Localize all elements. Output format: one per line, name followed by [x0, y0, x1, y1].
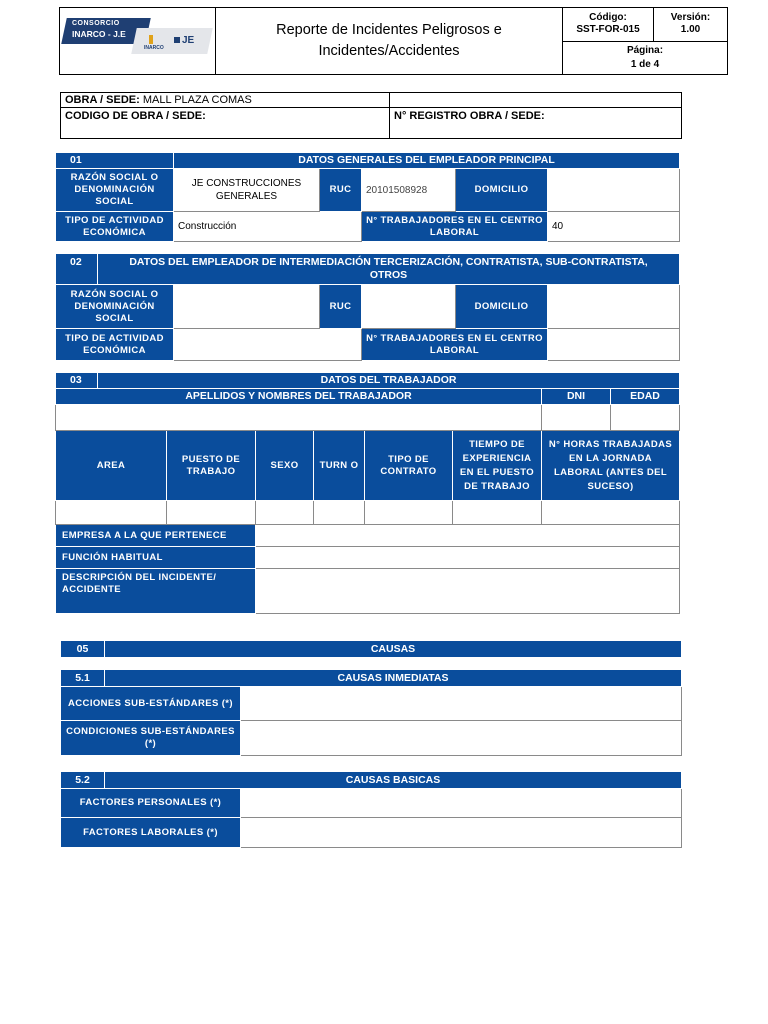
obra-value: MALL PLAZA COMAS	[139, 94, 252, 106]
logo-text-je: JE	[182, 35, 195, 46]
obra-extra-field[interactable]	[390, 93, 682, 108]
title-line-2: Incidentes/Accidentes	[318, 43, 460, 59]
puesto-label: PUESTO DE TRABAJO	[167, 431, 256, 501]
obra-label: OBRA / SEDE:	[65, 94, 140, 106]
codigo-obra-cell[interactable]	[61, 108, 390, 139]
registro-obra-label: N° REGISTRO OBRA / SEDE:	[394, 110, 545, 122]
personales-value[interactable]	[241, 789, 682, 818]
condiciones-value[interactable]	[241, 721, 682, 756]
document-title	[216, 8, 563, 75]
pagina-cell	[563, 41, 728, 75]
document-header	[59, 7, 728, 75]
trabajadores-label: N° TRABAJADORES EN EL CENTRO LABORAL	[362, 212, 548, 242]
sexo-label: SEXO	[256, 431, 314, 501]
domicilio-label-02: DOMICILIO	[456, 285, 548, 329]
pagina-value: 1 de 4	[630, 58, 660, 70]
codigo-obra-label: CODIGO DE OBRA / SEDE:	[65, 110, 206, 122]
section-01-number: 01	[56, 153, 174, 169]
pagina-label: Página:	[626, 44, 664, 56]
section-03-number: 03	[56, 373, 98, 389]
actividad-value[interactable]: Construcción	[174, 212, 362, 242]
section-02-table	[55, 253, 680, 361]
company-logo	[60, 9, 215, 73]
je-icon	[174, 37, 180, 43]
version-label: Versión:	[670, 12, 711, 24]
section-02-title: DATOS DEL EMPLEADOR DE INTERMEDIACIÓN TERCERIZACIÓN, CONTRATISTA, SUB-CONTRATISTA, OTROS	[98, 254, 680, 285]
section-03-table	[55, 372, 680, 614]
section-52-title: CAUSAS BASICAS	[105, 772, 682, 789]
domicilio-label: DOMICILIO	[456, 169, 548, 212]
section-05-table	[60, 640, 682, 658]
funcion-value[interactable]	[256, 547, 680, 569]
area-label: AREA	[56, 431, 167, 501]
section-52-table	[60, 771, 682, 848]
section-05-title: CAUSAS	[105, 641, 682, 658]
logo-text-consorcio: CONSORCIO	[72, 20, 120, 27]
actividad-label-02: TIPO DE ACTIVIDAD ECONÓMICA	[56, 329, 174, 361]
condiciones-label: CONDICIONES SUB-ESTÁNDARES (*)	[61, 721, 241, 756]
descripcion-value[interactable]	[256, 569, 680, 614]
section-05-number: 05	[61, 641, 105, 658]
experiencia-value[interactable]	[453, 501, 542, 525]
ruc-label-02: RUC	[320, 285, 362, 329]
dni-label: DNI	[542, 389, 611, 405]
sexo-value[interactable]	[256, 501, 314, 525]
logo-text-inarco-je: INARCO - J.E	[72, 29, 126, 39]
title-line-1: Reporte de Incidentes Peligrosos e	[276, 22, 502, 38]
acciones-label: ACCIONES SUB-ESTÁNDARES (*)	[61, 687, 241, 721]
acciones-value[interactable]	[241, 687, 682, 721]
codigo-cell	[563, 8, 654, 42]
codigo-label: Código:	[589, 12, 627, 24]
inarco-icon	[149, 35, 153, 44]
section-02-number: 02	[56, 254, 98, 285]
edad-value[interactable]	[611, 405, 680, 431]
razon-social-label-02: RAZÓN SOCIAL O DENOMINACIÓN SOCIAL	[56, 285, 174, 329]
actividad-value-02[interactable]	[174, 329, 362, 361]
version-value: 1.00	[680, 24, 701, 36]
registro-obra-cell[interactable]	[390, 108, 682, 139]
section-01-table	[55, 152, 680, 242]
ruc-label: RUC	[320, 169, 362, 212]
horas-value[interactable]	[542, 501, 680, 525]
contrato-value[interactable]	[365, 501, 453, 525]
trabajadores-value[interactable]: 40	[548, 212, 680, 242]
obra-table	[60, 92, 682, 139]
ruc-value-02[interactable]	[362, 285, 456, 329]
horas-label: N° HORAS TRABAJADAS EN LA JORNADA LABORAL (ANTES DEL SUCESO)	[542, 431, 680, 501]
puesto-value[interactable]	[167, 501, 256, 525]
ruc-value[interactable]: 20101508928	[362, 169, 456, 212]
experiencia-label: TIEMPO DE EXPERIENCIA EN EL PUESTO DE TRABAJO	[453, 431, 542, 501]
domicilio-value[interactable]	[548, 169, 680, 212]
logo-cell	[60, 8, 216, 75]
edad-label: EDAD	[611, 389, 680, 405]
razon-social-value-02[interactable]	[174, 285, 320, 329]
section-51-number: 5.1	[61, 670, 105, 687]
laborales-value[interactable]	[241, 818, 682, 848]
turno-label: TURN O	[314, 431, 365, 501]
nombres-value[interactable]	[56, 405, 542, 431]
turno-value[interactable]	[314, 501, 365, 525]
razon-social-label: RAZÓN SOCIAL O DENOMINACIÓN SOCIAL	[56, 169, 174, 212]
laborales-label: FACTORES LABORALES (*)	[61, 818, 241, 848]
contrato-label: TIPO DE CONTRATO	[365, 431, 453, 501]
obra-cell[interactable]	[61, 93, 390, 108]
personales-label: FACTORES PERSONALES (*)	[61, 789, 241, 818]
version-cell	[654, 8, 728, 42]
logo-text-inarco: INARCO	[144, 45, 164, 51]
trabajadores-value-02[interactable]	[548, 329, 680, 361]
section-01-title: DATOS GENERALES DEL EMPLEADOR PRINCIPAL	[174, 153, 680, 169]
actividad-label: TIPO DE ACTIVIDAD ECONÓMICA	[56, 212, 174, 242]
nombres-label: APELLIDOS Y NOMBRES DEL TRABAJADOR	[56, 389, 542, 405]
razon-social-value[interactable]: JE CONSTRUCCIONES GENERALES	[174, 169, 320, 212]
funcion-label: FUNCIÓN HABITUAL	[56, 547, 256, 569]
trabajadores-label-02: N° TRABAJADORES EN EL CENTRO LABORAL	[362, 329, 548, 361]
area-value[interactable]	[56, 501, 167, 525]
empresa-label: EMPRESA A LA QUE PERTENECE	[56, 525, 256, 547]
codigo-value: SST-FOR-015	[576, 24, 640, 36]
section-51-title: CAUSAS INMEDIATAS	[105, 670, 682, 687]
section-51-table	[60, 669, 682, 756]
descripcion-label: DESCRIPCIÓN DEL INCIDENTE/ ACCIDENTE	[56, 569, 256, 614]
dni-value[interactable]	[542, 405, 611, 431]
empresa-value[interactable]	[256, 525, 680, 547]
section-03-title: DATOS DEL TRABAJADOR	[98, 373, 680, 389]
section-52-number: 5.2	[61, 772, 105, 789]
domicilio-value-02[interactable]	[548, 285, 680, 329]
